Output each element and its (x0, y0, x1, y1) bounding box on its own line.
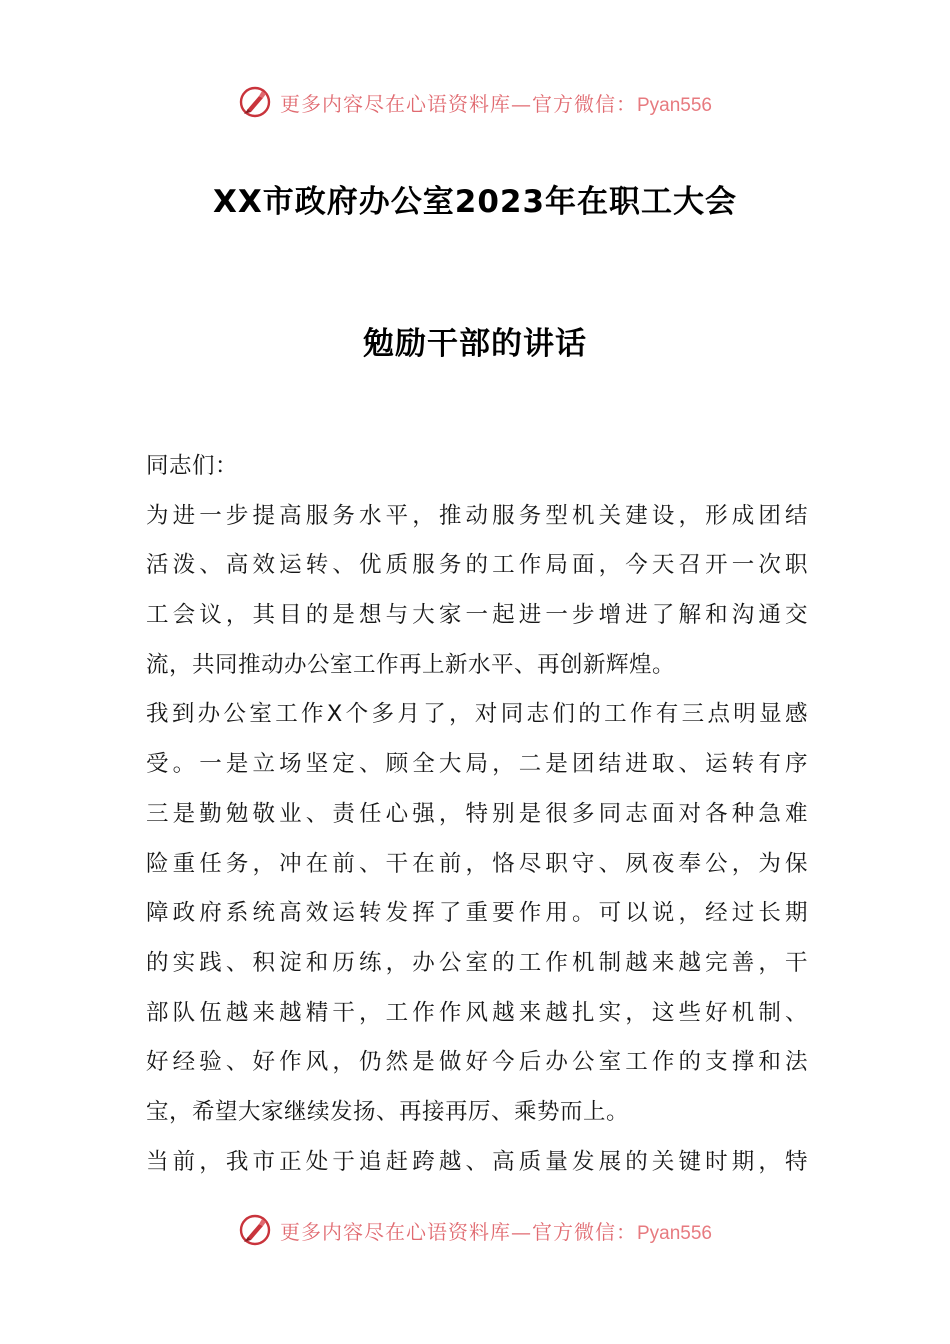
body-line: 障政府系统高效运转发挥了重要作用。可以说，经过长期 (146, 900, 808, 927)
body-line: 部队伍越来越精干，工作作风越来越扎实，这些好机制、 (146, 999, 808, 1026)
pen-logo-icon (238, 1213, 272, 1247)
body-line: 活泼、高效运转、优质服务的工作局面，今天召开一次职 (146, 552, 808, 579)
body-line: 当前，我市正处于追赶跨越、高质量发展的关键时期，特 (146, 1148, 808, 1175)
body-line: 工会议，其目的是想与大家一起进一步增进了解和沟通交 (146, 602, 808, 629)
body-line: 受。一是立场坚定、顾全大局，二是团结进取、运转有序 (146, 751, 808, 778)
body-line: 为进一步提高服务水平，推动服务型机关建设，形成团结 (146, 502, 808, 529)
footer-watermark (0, 1210, 950, 1250)
body-line: 宝，希望大家继续发扬、再接再厉、乘势而上。 (146, 1098, 630, 1125)
watermark-wechat-id: Pyan556 (636, 1222, 712, 1244)
watermark-wechat-id: Pyan556 (636, 94, 712, 116)
document-title-line-2: 勉励干部的讲话 (363, 326, 587, 362)
document-title-line-1: XX市政府办公室2023年在职工大会 (212, 184, 738, 220)
header-watermark (0, 82, 950, 122)
body-line: 好经验、好作风，仍然是做好今后办公室工作的支撑和法 (146, 1049, 808, 1076)
watermark-text: 更多内容尽在心语资料库—官方微信：Pyan556 (279, 1219, 712, 1244)
salutation-line: 同志们： (146, 453, 239, 479)
document-body (146, 442, 808, 1187)
watermark-text: 更多内容尽在心语资料库—官方微信：Pyan556 (279, 91, 712, 116)
body-line: 流，共同推动办公室工作再上新水平、再创新辉煌。 (146, 651, 676, 678)
body-line: 险重任务，冲在前、干在前，恪尽职守、夙夜奉公，为保 (146, 850, 808, 877)
body-line: 三是勤勉敬业、责任心强，特别是很多同志面对各种急难 (146, 800, 808, 827)
body-line: 我到办公室工作X个多月了，对同志们的工作有三点明显感 (146, 701, 808, 728)
pen-logo-icon (238, 85, 272, 119)
body-line: 的实践、积淀和历练，办公室的工作机制越来越完善，干 (146, 949, 808, 976)
